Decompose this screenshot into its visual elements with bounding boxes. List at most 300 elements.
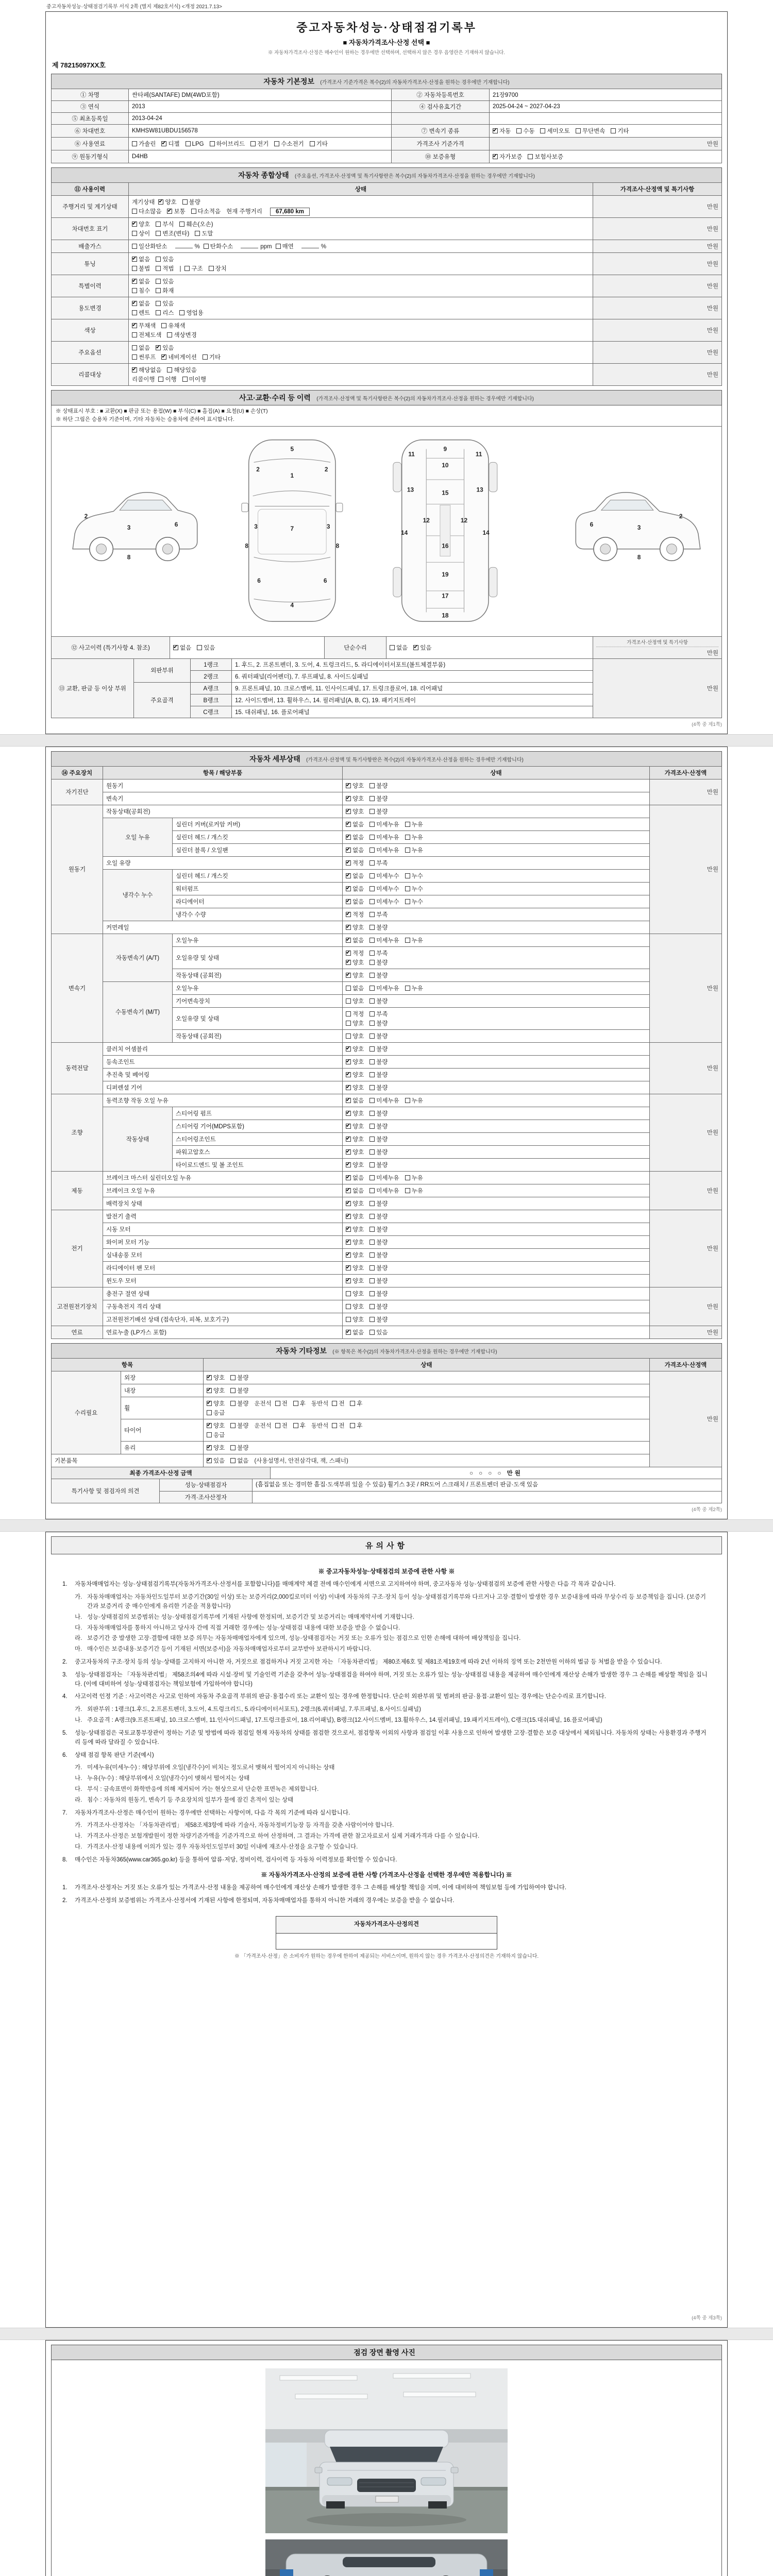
checkbox-option[interactable]: 색상변경 <box>167 331 196 339</box>
checkbox-option[interactable]: 양호 <box>346 1302 364 1311</box>
checkbox-option[interactable]: 불량 <box>369 1161 388 1169</box>
checkbox-checked-icon[interactable] <box>346 960 351 965</box>
checkbox-option[interactable]: 부족 <box>369 910 388 919</box>
checkbox-option[interactable]: 수동 <box>516 127 534 135</box>
checkbox-checked-icon[interactable] <box>346 1072 351 1077</box>
checkbox-checked-icon[interactable] <box>173 645 178 650</box>
checkbox-option[interactable]: 불량 <box>369 1264 388 1272</box>
checkbox-option[interactable]: 구조 <box>184 264 203 273</box>
checkbox-option[interactable]: ✔ 양호 <box>346 1225 364 1233</box>
checkbox-option[interactable]: 영업용 <box>179 309 203 317</box>
checkbox-unchecked-icon[interactable] <box>132 332 137 337</box>
checkbox-unchecked-icon[interactable] <box>369 1011 375 1016</box>
checkbox-option[interactable]: 있음 <box>156 277 174 285</box>
checkbox-option[interactable]: ✔ 자동 <box>493 127 511 135</box>
checkbox-option[interactable]: 무단변속 <box>576 127 605 135</box>
checkbox-option[interactable]: 미세누유 <box>369 936 399 944</box>
checkbox-checked-icon[interactable] <box>493 128 498 133</box>
checkbox-unchecked-icon[interactable] <box>369 1304 375 1309</box>
checkbox-option[interactable]: 불량 <box>369 971 388 979</box>
checkbox-unchecked-icon[interactable] <box>230 1388 236 1393</box>
checkbox-unchecked-icon[interactable] <box>405 1175 410 1180</box>
checkbox-option[interactable]: 불량 <box>369 1109 388 1117</box>
checkbox-option[interactable]: 불량 <box>369 1302 388 1311</box>
checkbox-checked-icon[interactable] <box>346 925 351 930</box>
checkbox-unchecked-icon[interactable] <box>156 231 161 236</box>
checkbox-checked-icon[interactable] <box>346 912 351 917</box>
checkbox-option[interactable]: ✔ 양호 <box>346 1161 364 1169</box>
checkbox-unchecked-icon[interactable] <box>132 310 137 315</box>
checkbox-option[interactable]: ✔없음 <box>132 255 150 263</box>
checkbox-option[interactable]: 전 <box>275 1421 288 1430</box>
checkbox-option[interactable]: 불량 <box>230 1444 248 1452</box>
checkbox-unchecked-icon[interactable] <box>369 1059 375 1064</box>
checkbox-unchecked-icon[interactable] <box>369 1240 375 1245</box>
checkbox-checked-icon[interactable] <box>161 141 166 146</box>
checkbox-option[interactable]: 없음 <box>132 344 150 352</box>
checkbox-checked-icon[interactable] <box>346 1162 351 1167</box>
checkbox-option[interactable]: 미세누유 <box>369 1187 399 1195</box>
checkbox-option[interactable]: 불량 <box>369 1290 388 1298</box>
checkbox-option[interactable]: 불량 <box>369 794 388 803</box>
checkbox-unchecked-icon[interactable] <box>405 986 410 991</box>
checkbox-option[interactable]: 누유 <box>405 1174 423 1182</box>
checkbox-unchecked-icon[interactable] <box>156 301 161 306</box>
checkbox-checked-icon[interactable] <box>207 1423 212 1428</box>
checkbox-option[interactable]: 없음 <box>346 984 364 992</box>
checkbox-unchecked-icon[interactable] <box>369 1291 375 1296</box>
checkbox-option[interactable]: ✔ 네비게이션 <box>161 353 197 361</box>
checkbox-option[interactable]: 렌트 <box>132 309 150 317</box>
checkbox-checked-icon[interactable] <box>346 1175 351 1180</box>
checkbox-unchecked-icon[interactable] <box>369 1046 375 1052</box>
checkbox-unchecked-icon[interactable] <box>132 244 137 249</box>
checkbox-unchecked-icon[interactable] <box>369 998 375 1004</box>
checkbox-unchecked-icon[interactable] <box>179 310 184 315</box>
checkbox-option[interactable]: ✔ 양호 <box>346 1071 364 1079</box>
checkbox-option[interactable]: ✔ 양호 <box>346 1083 364 1092</box>
checkbox-option[interactable]: ✔ 없음 <box>346 833 364 841</box>
checkbox-option[interactable]: 하이브리드 <box>210 140 245 148</box>
checkbox-checked-icon[interactable] <box>346 1085 351 1090</box>
checkbox-option[interactable]: 양호 <box>346 1019 364 1027</box>
checkbox-unchecked-icon[interactable] <box>369 835 375 840</box>
checkbox-checked-icon[interactable] <box>346 783 351 788</box>
checkbox-option[interactable]: 침수 <box>132 286 150 295</box>
checkbox-option[interactable]: 다소적음 <box>191 207 221 215</box>
checkbox-unchecked-icon[interactable] <box>293 1401 298 1406</box>
checkbox-checked-icon[interactable] <box>207 1458 212 1463</box>
checkbox-option[interactable]: ✔ 있음 <box>156 344 174 352</box>
checkbox-option[interactable]: 가솔린 <box>132 140 156 148</box>
checkbox-option[interactable]: ✔ 양호 <box>346 1212 364 1221</box>
checkbox-unchecked-icon[interactable] <box>369 873 375 878</box>
checkbox-unchecked-icon[interactable] <box>204 244 209 249</box>
checkbox-option[interactable]: 없음 <box>390 643 408 652</box>
checkbox-unchecked-icon[interactable] <box>275 1423 280 1428</box>
checkbox-unchecked-icon[interactable] <box>369 1137 375 1142</box>
checkbox-option[interactable]: 불량 <box>369 1071 388 1079</box>
checkbox-unchecked-icon[interactable] <box>369 1317 375 1322</box>
checkbox-unchecked-icon[interactable] <box>369 1201 375 1206</box>
checkbox-unchecked-icon[interactable] <box>528 154 533 159</box>
checkbox-option[interactable]: 후 <box>350 1399 362 1408</box>
checkbox-unchecked-icon[interactable] <box>195 231 200 236</box>
checkbox-unchecked-icon[interactable] <box>369 1330 375 1335</box>
checkbox-unchecked-icon[interactable] <box>332 1423 337 1428</box>
checkbox-option[interactable]: 불량 <box>369 1251 388 1259</box>
checkbox-option[interactable]: 훼손(오손) <box>179 220 213 228</box>
checkbox-checked-icon[interactable] <box>132 323 137 328</box>
checkbox-checked-icon[interactable] <box>132 279 137 284</box>
checkbox-option[interactable]: ✔양호 <box>207 1399 225 1408</box>
checkbox-unchecked-icon[interactable] <box>405 1188 410 1193</box>
checkbox-unchecked-icon[interactable] <box>405 822 410 827</box>
checkbox-unchecked-icon[interactable] <box>369 925 375 930</box>
checkbox-checked-icon[interactable] <box>132 301 137 306</box>
checkbox-unchecked-icon[interactable] <box>158 377 163 382</box>
checkbox-checked-icon[interactable] <box>346 822 351 827</box>
checkbox-option[interactable]: ✔ 양호 <box>158 198 176 206</box>
checkbox-option[interactable]: 전 <box>332 1421 344 1430</box>
checkbox-option[interactable]: 전 <box>332 1399 344 1408</box>
checkbox-option[interactable]: 양호 <box>346 1290 364 1298</box>
checkbox-option[interactable]: 미세누유 <box>369 820 399 828</box>
checkbox-option[interactable]: 불량 <box>369 997 388 1005</box>
checkbox-option[interactable]: 누유 <box>405 984 423 992</box>
checkbox-option[interactable]: 전기 <box>250 140 268 148</box>
checkbox-option[interactable]: 화재 <box>156 286 174 295</box>
checkbox-option[interactable]: 양호 <box>346 1032 364 1040</box>
checkbox-unchecked-icon[interactable] <box>369 1149 375 1155</box>
checkbox-option[interactable]: ✔ 보통 <box>167 207 185 215</box>
checkbox-checked-icon[interactable] <box>346 848 351 853</box>
checkbox-unchecked-icon[interactable] <box>369 1111 375 1116</box>
checkbox-unchecked-icon[interactable] <box>369 1124 375 1129</box>
checkbox-option[interactable]: 누수 <box>405 872 423 880</box>
checkbox-option[interactable]: ✔ 양호 <box>207 1386 225 1395</box>
checkbox-checked-icon[interactable] <box>346 796 351 801</box>
checkbox-checked-icon[interactable] <box>346 973 351 978</box>
checkbox-unchecked-icon[interactable] <box>369 783 375 788</box>
checkbox-checked-icon[interactable] <box>346 1188 351 1193</box>
checkbox-unchecked-icon[interactable] <box>132 266 137 271</box>
checkbox-unchecked-icon[interactable] <box>207 1432 212 1437</box>
checkbox-option[interactable]: 이행 <box>158 375 176 383</box>
checkbox-checked-icon[interactable] <box>346 886 351 891</box>
checkbox-unchecked-icon[interactable] <box>276 244 281 249</box>
checkbox-option[interactable]: ✔ 양호 <box>346 923 364 931</box>
checkbox-option[interactable]: ✔ 양호 <box>346 807 364 816</box>
checkbox-option[interactable]: 불량 <box>369 1238 388 1246</box>
checkbox-option[interactable]: 적법 <box>156 264 174 273</box>
checkbox-unchecked-icon[interactable] <box>132 288 137 293</box>
checkbox-checked-icon[interactable] <box>493 154 498 159</box>
checkbox-unchecked-icon[interactable] <box>132 209 137 214</box>
checkbox-option[interactable]: ✔ 없음 <box>346 872 364 880</box>
checkbox-option[interactable]: 썬루프 <box>132 353 156 361</box>
checkbox-unchecked-icon[interactable] <box>516 128 522 133</box>
checkbox-option[interactable]: ✔ 없음 <box>346 820 364 828</box>
checkbox-option[interactable]: 세미오토 <box>540 127 569 135</box>
checkbox-unchecked-icon[interactable] <box>369 951 375 956</box>
checkbox-option[interactable]: 있음 <box>197 643 215 652</box>
checkbox-option[interactable]: ✔해당없음 <box>132 366 161 374</box>
checkbox-unchecked-icon[interactable] <box>182 199 188 205</box>
checkbox-checked-icon[interactable] <box>346 1111 351 1116</box>
checkbox-unchecked-icon[interactable] <box>369 986 375 991</box>
checkbox-option[interactable]: 양호 <box>346 997 364 1005</box>
checkbox-option[interactable]: 응급 <box>207 1409 225 1417</box>
checkbox-unchecked-icon[interactable] <box>167 367 172 372</box>
checkbox-option[interactable]: 불량 <box>369 1212 388 1221</box>
checkbox-option[interactable]: 미세누유 <box>369 1174 399 1182</box>
checkbox-unchecked-icon[interactable] <box>275 1401 280 1406</box>
checkbox-option[interactable]: 변조(변타) <box>156 229 189 238</box>
checkbox-checked-icon[interactable] <box>346 1214 351 1219</box>
checkbox-option[interactable]: 미세누수 <box>369 897 399 906</box>
checkbox-unchecked-icon[interactable] <box>156 310 161 315</box>
checkbox-checked-icon[interactable] <box>346 1227 351 1232</box>
checkbox-option[interactable]: 불량 <box>369 807 388 816</box>
checkbox-unchecked-icon[interactable] <box>230 1375 236 1380</box>
checkbox-unchecked-icon[interactable] <box>369 1227 375 1232</box>
checkbox-unchecked-icon[interactable] <box>390 645 395 650</box>
checkbox-option[interactable]: 응급 <box>207 1431 225 1439</box>
checkbox-unchecked-icon[interactable] <box>369 938 375 943</box>
checkbox-option[interactable]: 누수 <box>405 897 423 906</box>
checkbox-option[interactable]: 불량 <box>182 198 200 206</box>
checkbox-option[interactable]: 불량 <box>369 1058 388 1066</box>
checkbox-option[interactable]: 불량 <box>369 1148 388 1156</box>
checkbox-unchecked-icon[interactable] <box>274 141 279 146</box>
checkbox-unchecked-icon[interactable] <box>132 345 137 350</box>
checkbox-checked-icon[interactable] <box>346 899 351 904</box>
checkbox-unchecked-icon[interactable] <box>405 1098 410 1103</box>
checkbox-option[interactable]: 보험사보증 <box>528 152 563 161</box>
checkbox-unchecked-icon[interactable] <box>293 1423 298 1428</box>
checkbox-option[interactable]: 불량 <box>369 1225 388 1233</box>
checkbox-unchecked-icon[interactable] <box>346 1033 351 1039</box>
checkbox-option[interactable]: 미세누수 <box>369 885 399 893</box>
checkbox-option[interactable]: 누수 <box>405 885 423 893</box>
checkbox-unchecked-icon[interactable] <box>203 354 208 360</box>
checkbox-checked-icon[interactable] <box>207 1401 212 1406</box>
checkbox-unchecked-icon[interactable] <box>405 899 410 904</box>
checkbox-unchecked-icon[interactable] <box>369 899 375 904</box>
checkbox-option[interactable]: ✔ 양호 <box>346 1109 364 1117</box>
checkbox-checked-icon[interactable] <box>346 1278 351 1283</box>
checkbox-unchecked-icon[interactable] <box>369 809 375 814</box>
checkbox-unchecked-icon[interactable] <box>191 209 196 214</box>
checkbox-option[interactable]: 불량 <box>230 1399 248 1408</box>
checkbox-option[interactable]: 누유 <box>405 1187 423 1195</box>
checkbox-option[interactable]: 전체도색 <box>132 331 161 339</box>
checkbox-checked-icon[interactable] <box>346 938 351 943</box>
checkbox-option[interactable]: 적정 <box>346 1010 364 1018</box>
checkbox-unchecked-icon[interactable] <box>369 1278 375 1283</box>
checkbox-option[interactable]: 기타 <box>310 140 328 148</box>
checkbox-option[interactable]: 장치 <box>209 264 227 273</box>
checkbox-option[interactable]: 불량 <box>369 1315 388 1324</box>
checkbox-unchecked-icon[interactable] <box>369 960 375 965</box>
checkbox-unchecked-icon[interactable] <box>369 1033 375 1039</box>
checkbox-unchecked-icon[interactable] <box>207 1410 212 1415</box>
checkbox-option[interactable]: ✔ 없음 <box>346 936 364 944</box>
checkbox-option[interactable]: 없음 <box>230 1456 248 1465</box>
checkbox-unchecked-icon[interactable] <box>369 848 375 853</box>
checkbox-option[interactable]: 불량 <box>369 1083 388 1092</box>
checkbox-option[interactable]: 불량 <box>369 1199 388 1208</box>
checkbox-option[interactable]: 미세누유 <box>369 846 399 854</box>
checkbox-checked-icon[interactable] <box>346 1252 351 1258</box>
checkbox-checked-icon[interactable] <box>132 367 137 372</box>
checkbox-option[interactable]: 후 <box>350 1421 362 1430</box>
checkbox-option[interactable]: 기타 <box>611 127 629 135</box>
checkbox-option[interactable]: 부식 <box>156 220 174 228</box>
checkbox-option[interactable]: 있음 <box>369 1328 388 1336</box>
checkbox-unchecked-icon[interactable] <box>369 1252 375 1258</box>
checkbox-unchecked-icon[interactable] <box>369 1072 375 1077</box>
checkbox-option[interactable]: 불량 <box>230 1386 248 1395</box>
checkbox-unchecked-icon[interactable] <box>540 128 545 133</box>
checkbox-option[interactable]: 불량 <box>230 1421 248 1430</box>
checkbox-unchecked-icon[interactable] <box>156 257 161 262</box>
checkbox-option[interactable]: ✔ 양호 <box>346 782 364 790</box>
checkbox-unchecked-icon[interactable] <box>132 354 137 360</box>
checkbox-option[interactable]: ✔ 양호 <box>346 1122 364 1130</box>
checkbox-unchecked-icon[interactable] <box>346 1011 351 1016</box>
checkbox-option[interactable]: ✔ 없음 <box>173 643 191 652</box>
checkbox-option[interactable]: ✔ 없음 <box>346 897 364 906</box>
checkbox-option[interactable]: 누유 <box>405 1096 423 1105</box>
checkbox-option[interactable]: ✔양호 <box>132 220 150 228</box>
checkbox-option[interactable]: 불량 <box>369 923 388 931</box>
checkbox-unchecked-icon[interactable] <box>179 222 184 227</box>
checkbox-checked-icon[interactable] <box>167 209 172 214</box>
checkbox-option[interactable]: 불량 <box>369 782 388 790</box>
checkbox-option[interactable]: 있음 <box>156 255 174 263</box>
checkbox-option[interactable]: LPG <box>186 141 204 147</box>
checkbox-checked-icon[interactable] <box>158 199 163 205</box>
checkbox-unchecked-icon[interactable] <box>576 128 581 133</box>
checkbox-option[interactable]: 불량 <box>369 1122 388 1130</box>
checkbox-option[interactable]: ✔ 양호 <box>207 1374 225 1382</box>
checkbox-option[interactable]: ✔없음 <box>132 277 150 285</box>
checkbox-option[interactable]: 미세누수 <box>369 872 399 880</box>
checkbox-option[interactable]: ✔ 양호 <box>346 1135 364 1143</box>
checkbox-option[interactable]: ✔ 양호 <box>346 1058 364 1066</box>
checkbox-option[interactable]: 상이 <box>132 229 150 238</box>
checkbox-option[interactable]: ✔ 없음 <box>346 1328 364 1336</box>
checkbox-option[interactable]: ✔적정 <box>346 949 364 957</box>
checkbox-unchecked-icon[interactable] <box>405 835 410 840</box>
checkbox-checked-icon[interactable] <box>346 1098 351 1103</box>
checkbox-option[interactable]: ✔ 있음 <box>207 1456 225 1465</box>
checkbox-option[interactable]: 불량 <box>369 1277 388 1285</box>
checkbox-unchecked-icon[interactable] <box>167 332 172 337</box>
checkbox-unchecked-icon[interactable] <box>405 938 410 943</box>
checkbox-option[interactable]: 부족 <box>369 949 388 957</box>
checkbox-option[interactable]: ✔ 적정 <box>346 859 364 867</box>
checkbox-option[interactable]: 전 <box>275 1399 288 1408</box>
checkbox-option[interactable]: ✔ 양호 <box>346 1045 364 1053</box>
checkbox-option[interactable]: 불량 <box>369 1019 388 1027</box>
checkbox-option[interactable]: ✔ 양호 <box>207 1444 225 1452</box>
checkbox-option[interactable]: ✔ 없음 <box>346 1174 364 1182</box>
checkbox-unchecked-icon[interactable] <box>369 1098 375 1103</box>
checkbox-unchecked-icon[interactable] <box>346 998 351 1004</box>
checkbox-unchecked-icon[interactable] <box>161 323 166 328</box>
checkbox-option[interactable]: 부족 <box>369 1010 388 1018</box>
checkbox-option[interactable]: 후 <box>293 1399 306 1408</box>
checkbox-option[interactable]: ✔ 양호 <box>346 1264 364 1272</box>
checkbox-unchecked-icon[interactable] <box>369 822 375 827</box>
checkbox-option[interactable]: ✔ 없음 <box>346 846 364 854</box>
checkbox-unchecked-icon[interactable] <box>184 266 190 271</box>
checkbox-option[interactable]: ✔ 양호 <box>346 1251 364 1259</box>
checkbox-unchecked-icon[interactable] <box>405 886 410 891</box>
checkbox-checked-icon[interactable] <box>132 257 137 262</box>
checkbox-option[interactable]: ✔ 양호 <box>346 1148 364 1156</box>
checkbox-unchecked-icon[interactable] <box>611 128 616 133</box>
checkbox-option[interactable]: ✔양호 <box>207 1421 225 1430</box>
checkbox-option[interactable]: ✔ 적정 <box>346 910 364 919</box>
checkbox-unchecked-icon[interactable] <box>346 1317 351 1322</box>
checkbox-checked-icon[interactable] <box>346 1240 351 1245</box>
checkbox-unchecked-icon[interactable] <box>346 1021 351 1026</box>
checkbox-unchecked-icon[interactable] <box>405 848 410 853</box>
checkbox-option[interactable]: 누유 <box>405 936 423 944</box>
checkbox-option[interactable]: ✔ 없음 <box>346 1187 364 1195</box>
checkbox-option[interactable]: 불량 <box>369 958 388 967</box>
checkbox-checked-icon[interactable] <box>346 1137 351 1142</box>
checkbox-unchecked-icon[interactable] <box>369 1085 375 1090</box>
checkbox-option[interactable]: ✔ 양호 <box>346 971 364 979</box>
checkbox-checked-icon[interactable] <box>346 873 351 878</box>
checkbox-option[interactable]: 일산화탄소 <box>132 242 167 250</box>
checkbox-checked-icon[interactable] <box>207 1445 212 1450</box>
checkbox-option[interactable]: ✔없음 <box>132 299 150 308</box>
checkbox-option[interactable]: 기타 <box>203 353 221 361</box>
checkbox-unchecked-icon[interactable] <box>230 1445 236 1450</box>
checkbox-option[interactable]: 탄화수소 <box>204 242 233 250</box>
checkbox-option[interactable]: 다소많음 <box>132 207 161 215</box>
checkbox-option[interactable]: 양호 <box>346 1315 364 1324</box>
checkbox-checked-icon[interactable] <box>346 1265 351 1270</box>
checkbox-unchecked-icon[interactable] <box>132 141 137 146</box>
checkbox-option[interactable]: ✔ 디젤 <box>161 140 179 148</box>
checkbox-option[interactable]: 도말 <box>195 229 213 238</box>
checkbox-option[interactable]: ✔ 양호 <box>346 794 364 803</box>
checkbox-checked-icon[interactable] <box>346 1059 351 1064</box>
checkbox-option[interactable]: 있음 <box>156 299 174 308</box>
checkbox-unchecked-icon[interactable] <box>369 860 375 866</box>
checkbox-unchecked-icon[interactable] <box>197 645 202 650</box>
checkbox-unchecked-icon[interactable] <box>405 873 410 878</box>
checkbox-unchecked-icon[interactable] <box>310 141 315 146</box>
checkbox-option[interactable]: 불법 <box>132 264 150 273</box>
checkbox-option[interactable]: 미이행 <box>182 375 206 383</box>
checkbox-unchecked-icon[interactable] <box>346 986 351 991</box>
checkbox-option[interactable]: 미세누유 <box>369 984 399 992</box>
checkbox-checked-icon[interactable] <box>346 835 351 840</box>
checkbox-option[interactable]: 수소전기 <box>274 140 304 148</box>
checkbox-checked-icon[interactable] <box>346 860 351 866</box>
checkbox-unchecked-icon[interactable] <box>182 377 188 382</box>
checkbox-unchecked-icon[interactable] <box>156 288 161 293</box>
checkbox-checked-icon[interactable] <box>207 1375 212 1380</box>
